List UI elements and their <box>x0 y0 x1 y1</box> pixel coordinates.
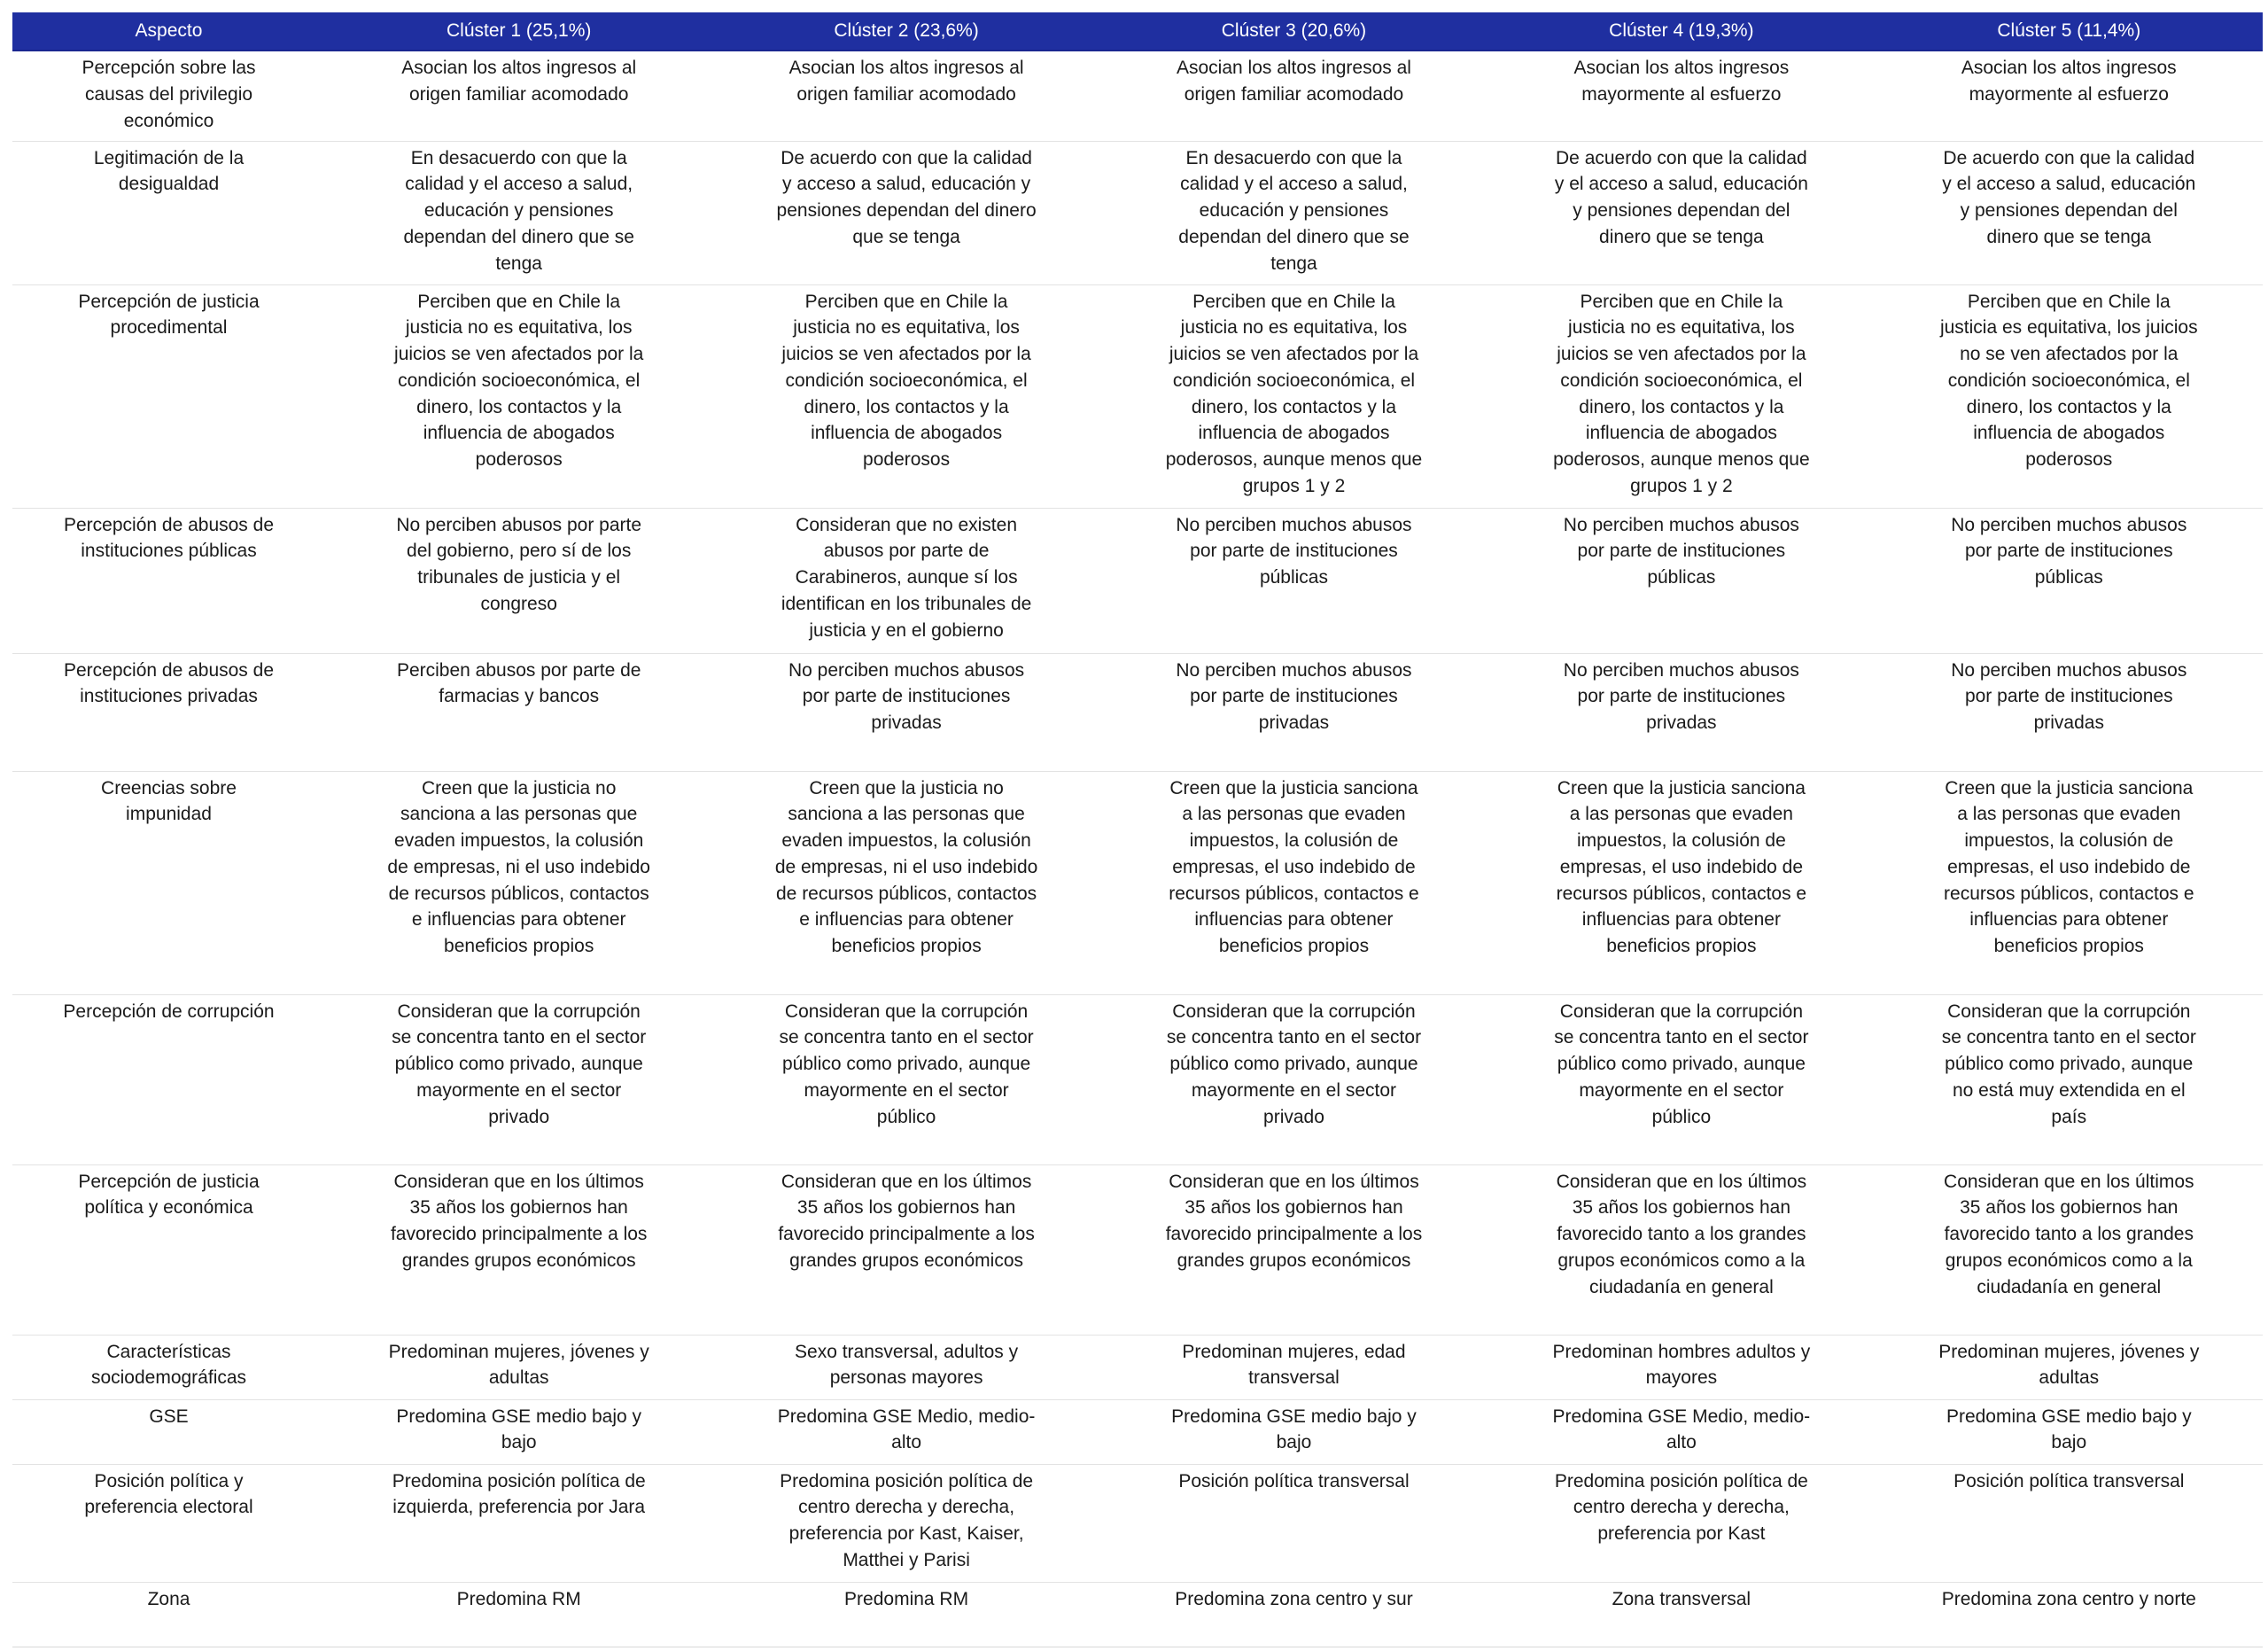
table-cell: Perciben abusos por parte de farmacias y bancos <box>325 653 712 771</box>
table-cell: Predominan mujeres, jóvenes y adultas <box>1876 1335 2263 1399</box>
table-row <box>12 1164 2263 1335</box>
table-cell: Predomina zona centro y norte <box>1876 1582 2263 1647</box>
table-cell: No perciben muchos abusos por parte de instituciones privadas <box>1100 653 1487 771</box>
table-row <box>12 771 2263 994</box>
table-cell: Predominan mujeres, jóvenes y adultas <box>325 1335 712 1399</box>
table-cell: No perciben muchos abusos por parte de instituciones privadas <box>1487 653 1875 771</box>
table-cell: Consideran que en los últimos 35 años los gobiernos han favorecido principalmente a los grandes grupos económicos <box>712 1164 1099 1335</box>
table-cell: En desacuerdo con que la calidad y el acceso a salud, educación y pensiones dependan del dinero que se tenga <box>325 141 712 284</box>
row-aspect: GSE <box>12 1399 325 1464</box>
table-cell: No perciben muchos abusos por parte de instituciones públicas <box>1487 508 1875 653</box>
table-cell: Creen que la justicia sanciona a las personas que evaden impuestos, la colusión de empresas, el uso indebido de recursos públicos, contactos e influencias para obtener beneficios propios <box>1100 771 1487 994</box>
table-cell: Consideran que la corrupción se concentra tanto en el sector público como privado, aunque mayormente en el sector privado <box>1100 994 1487 1164</box>
table-cell: Predomina GSE medio bajo y bajo <box>1876 1399 2263 1464</box>
cluster-table <box>12 12 2263 1647</box>
table-cell: De acuerdo con que la calidad y el acceso a salud, educación y pensiones dependan del dinero que se tenga <box>1876 141 2263 284</box>
row-aspect: Percepción de abusos de instituciones públicas <box>12 508 325 653</box>
table-cell: Posición política transversal <box>1100 1464 1487 1582</box>
table-row <box>12 1399 2263 1464</box>
row-aspect: Percepción de abusos de instituciones privadas <box>12 653 325 771</box>
table-cell: Consideran que no existen abusos por parte de Carabineros, aunque sí los identifican en los tribunales de justicia y en el gobierno <box>712 508 1099 653</box>
table-cell: No perciben muchos abusos por parte de instituciones privadas <box>1876 653 2263 771</box>
table-cell: Asocian los altos ingresos al origen familiar acomodado <box>1100 51 1487 141</box>
row-aspect: Percepción sobre las causas del privilegio económico <box>12 51 325 141</box>
table-cell: Consideran que en los últimos 35 años los gobiernos han favorecido principalmente a los grandes grupos económicos <box>1100 1164 1487 1335</box>
table-cell: Sexo transversal, adultos y personas mayores <box>712 1335 1099 1399</box>
table-cell: Consideran que la corrupción se concentra tanto en el sector público como privado, aunque mayormente en el sector privado <box>325 994 712 1164</box>
header-cluster-5: Clúster 5 (11,4%) <box>1876 12 2263 51</box>
table-cell: Consideran que en los últimos 35 años los gobiernos han favorecido tanto a los grandes grupos económicos como a la ciudadanía en general <box>1876 1164 2263 1335</box>
table-cell: Perciben que en Chile la justicia no es equitativa, los juicios se ven afectados por la condición socioeconómica, el dinero, los contactos y la influencia de abogados poderosos, aunque menos que grupos 1 y 2 <box>1100 284 1487 508</box>
table-cell: No perciben abusos por parte del gobierno, pero sí de los tribunales de justicia y el congreso <box>325 508 712 653</box>
table-cell: Consideran que en los últimos 35 años los gobiernos han favorecido tanto a los grandes grupos económicos como a la ciudadanía en general <box>1487 1164 1875 1335</box>
table-cell: De acuerdo con que la calidad y acceso a salud, educación y pensiones dependan del dinero que se tenga <box>712 141 1099 284</box>
row-aspect: Percepción de corrupción <box>12 994 325 1164</box>
header-cluster-3: Clúster 3 (20,6%) <box>1100 12 1487 51</box>
table-cell: Predomina RM <box>325 1582 712 1647</box>
table-cell: Asocian los altos ingresos mayormente al esfuerzo <box>1487 51 1875 141</box>
table-cell: De acuerdo con que la calidad y el acceso a salud, educación y pensiones dependan del dinero que se tenga <box>1487 141 1875 284</box>
table-cell: Asocian los altos ingresos mayormente al esfuerzo <box>1876 51 2263 141</box>
header-cluster-2: Clúster 2 (23,6%) <box>712 12 1099 51</box>
header-cluster-4: Clúster 4 (19,3%) <box>1487 12 1875 51</box>
table-cell: Predomina RM <box>712 1582 1099 1647</box>
table-cell: No perciben muchos abusos por parte de instituciones públicas <box>1100 508 1487 653</box>
cluster-table-container <box>12 12 2263 1647</box>
table-cell: Posición política transversal <box>1876 1464 2263 1582</box>
table-header <box>12 12 2263 51</box>
row-aspect: Percepción de justicia procedimental <box>12 284 325 508</box>
table-cell: Creen que la justicia sanciona a las personas que evaden impuestos, la colusión de empresas, el uso indebido de recursos públicos, contactos e influencias para obtener beneficios propios <box>1876 771 2263 994</box>
header-cluster-1: Clúster 1 (25,1%) <box>325 12 712 51</box>
table-cell: Predomina posición política de izquierda, preferencia por Jara <box>325 1464 712 1582</box>
table-row <box>12 1464 2263 1582</box>
table-row <box>12 508 2263 653</box>
table-cell: Perciben que en Chile la justicia no es equitativa, los juicios se ven afectados por la condición socioeconómica, el dinero, los contactos y la influencia de abogados poderosos, aunque menos que grupos 1 y 2 <box>1487 284 1875 508</box>
table-cell: Asocian los altos ingresos al origen familiar acomodado <box>325 51 712 141</box>
table-body <box>12 51 2263 1647</box>
table-cell: No perciben muchos abusos por parte de instituciones públicas <box>1876 508 2263 653</box>
table-cell: Asocian los altos ingresos al origen familiar acomodado <box>712 51 1099 141</box>
table-cell: Predomina posición política de centro derecha y derecha, preferencia por Kast, Kaiser, Matthei y Parisi <box>712 1464 1099 1582</box>
table-cell: Predominan mujeres, edad transversal <box>1100 1335 1487 1399</box>
table-cell: Perciben que en Chile la justicia es equitativa, los juicios no se ven afectados por la condición socioeconómica, el dinero, los contactos y la influencia de abogados poderosos <box>1876 284 2263 508</box>
table-cell: Consideran que la corrupción se concentra tanto en el sector público como privado, aunque mayormente en el sector público <box>1487 994 1875 1164</box>
table-cell: Perciben que en Chile la justicia no es equitativa, los juicios se ven afectados por la condición socioeconómica, el dinero, los contactos y la influencia de abogados poderosos <box>712 284 1099 508</box>
table-row <box>12 141 2263 284</box>
row-aspect: Percepción de justicia política y económica <box>12 1164 325 1335</box>
row-aspect: Creencias sobre impunidad <box>12 771 325 994</box>
table-cell: Predomina GSE Medio, medio-alto <box>1487 1399 1875 1464</box>
table-cell: Creen que la justicia no sanciona a las personas que evaden impuestos, la colusión de empresas, ni el uso indebido de recursos públicos, contactos e influencias para obtener beneficios propios <box>712 771 1099 994</box>
table-row <box>12 653 2263 771</box>
header-aspecto: Aspecto <box>12 12 325 51</box>
table-cell: Predomina GSE medio bajo y bajo <box>325 1399 712 1464</box>
table-cell: En desacuerdo con que la calidad y el acceso a salud, educación y pensiones dependan del dinero que se tenga <box>1100 141 1487 284</box>
row-aspect: Legitimación de la desigualdad <box>12 141 325 284</box>
table-cell: Predominan hombres adultos y mayores <box>1487 1335 1875 1399</box>
table-cell: Creen que la justicia sanciona a las personas que evaden impuestos, la colusión de empresas, el uso indebido de recursos públicos, contactos e influencias para obtener beneficios propios <box>1487 771 1875 994</box>
table-cell: Predomina GSE Medio, medio-alto <box>712 1399 1099 1464</box>
table-cell: Consideran que en los últimos 35 años los gobiernos han favorecido principalmente a los grandes grupos económicos <box>325 1164 712 1335</box>
table-cell: Zona transversal <box>1487 1582 1875 1647</box>
table-cell: Predomina posición política de centro derecha y derecha, preferencia por Kast <box>1487 1464 1875 1582</box>
table-row <box>12 1582 2263 1647</box>
table-cell: Perciben que en Chile la justicia no es equitativa, los juicios se ven afectados por la condición socioeconómica, el dinero, los contactos y la influencia de abogados poderosos <box>325 284 712 508</box>
table-row <box>12 994 2263 1164</box>
table-row <box>12 1335 2263 1399</box>
table-cell: Predomina GSE medio bajo y bajo <box>1100 1399 1487 1464</box>
row-aspect: Posición política y preferencia electoral <box>12 1464 325 1582</box>
table-row <box>12 51 2263 141</box>
table-cell: Creen que la justicia no sanciona a las personas que evaden impuestos, la colusión de empresas, ni el uso indebido de recursos públicos, contactos e influencias para obtener beneficios propios <box>325 771 712 994</box>
table-row <box>12 284 2263 508</box>
row-aspect: Zona <box>12 1582 325 1647</box>
table-cell: Consideran que la corrupción se concentra tanto en el sector público como privado, aunque no está muy extendida en el país <box>1876 994 2263 1164</box>
table-cell: Consideran que la corrupción se concentra tanto en el sector público como privado, aunque mayormente en el sector público <box>712 994 1099 1164</box>
table-cell: No perciben muchos abusos por parte de instituciones privadas <box>712 653 1099 771</box>
row-aspect: Características sociodemográficas <box>12 1335 325 1399</box>
table-cell: Predomina zona centro y sur <box>1100 1582 1487 1647</box>
header-row <box>12 12 2263 51</box>
